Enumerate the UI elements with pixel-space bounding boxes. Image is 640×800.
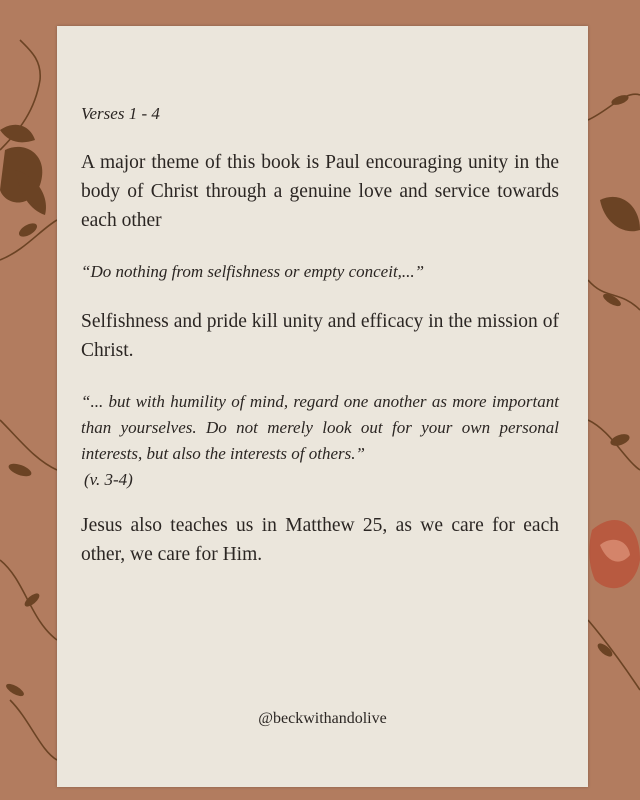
- devotional-content: [81, 104, 559, 593]
- quote-humility: [81, 389, 559, 493]
- paper-card: [57, 26, 588, 787]
- author-handle: @beckwithandolive: [258, 710, 387, 727]
- verse-reference: (v. 3-4): [84, 470, 133, 489]
- theme-paragraph: A major theme of this book is Paul encouraging unity in the body of Christ through a genuine love and service towards each other: [81, 152, 559, 231]
- selfishness-paragraph: Selfishness and pride kill unity and efficacy in the mission of Christ.: [81, 311, 559, 361]
- quote-humility-text: “... but with humility of mind, regard one another as more important than yourselves. Do not merely look out for your own personal interests, but also the interests of others.”: [81, 392, 559, 463]
- verses-label: Verses 1 - 4: [81, 104, 160, 123]
- quote-selfishness: “Do nothing from selfishness or empty conceit,...”: [81, 262, 425, 281]
- matthew-paragraph: Jesus also teaches us in Matthew 25, as we care for each other, we care for Him.: [81, 515, 559, 565]
